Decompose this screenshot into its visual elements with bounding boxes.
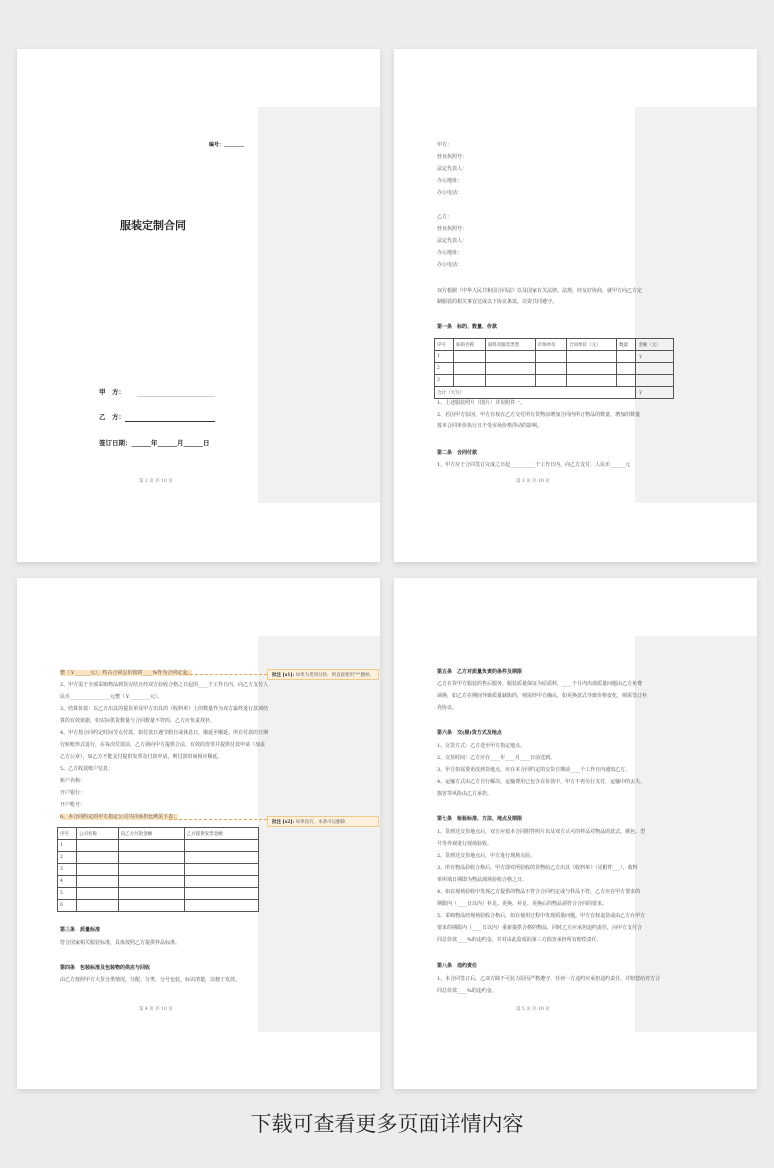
page-two bbox=[394, 49, 757, 562]
article-4-title: 第四条 包装标准及包装物的供应与回收 bbox=[60, 965, 151, 971]
body-line: 同总价款____%的违约金。 bbox=[437, 988, 497, 994]
article-3-text: 符合国家相关服装标准，具体按照乙方提供样品标准。 bbox=[60, 940, 181, 946]
table-row bbox=[58, 888, 259, 900]
table-cell: 5 bbox=[58, 888, 77, 900]
highlighted-text: 整（￥______元），约占合同总价款的____%作为合同定金。 bbox=[60, 670, 193, 676]
page-footer: 第 3 页 共 10 页 bbox=[516, 479, 550, 484]
article-2-text: 1、甲方应于合同签订完成之日起__________个工作日内，向乙方支付，人民币______元 bbox=[437, 462, 631, 468]
comment-label: 批注 [s2]: bbox=[272, 820, 295, 825]
body-line: 要求的期限内（____日以内）重新提供合格的物品，同时乙方应承担违约责任，向甲方支付合 bbox=[437, 925, 643, 931]
page-footer: 第 2 页 共 10 页 bbox=[139, 479, 173, 484]
party-b-line: 乙方： bbox=[437, 214, 453, 220]
contract-number-label: 编号：________ bbox=[209, 142, 245, 148]
table-cell bbox=[535, 351, 567, 363]
body-line: 充协议。 bbox=[437, 705, 458, 711]
table-header-cell: 市场单价 bbox=[535, 339, 567, 351]
table-header-cell: 面料及服装类型 bbox=[485, 339, 535, 351]
page-cover bbox=[17, 49, 380, 562]
table-cell: 6 bbox=[58, 900, 77, 912]
table-header-cell: 数量 bbox=[617, 339, 636, 351]
body-line: 5、采购物品经现场验收合格后，如在使用过程中发现质量问题，甲方有权退货或由乙方在甲方 bbox=[437, 913, 646, 919]
more-pages-caption: 下载可查看更多页面详情内容 bbox=[250, 1112, 524, 1136]
table-header-cell: 乙方提供发票金额 bbox=[184, 828, 258, 840]
table-header-cell: 金额（元） bbox=[636, 339, 674, 351]
body-line: 4、甲方按合同约定时间节点付款，如付款日遇节假日或休息日，顺延至顺延。所有付款的日期 bbox=[60, 730, 269, 736]
table-cell bbox=[567, 375, 617, 387]
body-line: 同总价款____%的违约金，并对由此造成的第三方损害承担所有赔偿责任。 bbox=[437, 937, 602, 943]
signed-date-label: 签订日期：______年______月______日 bbox=[99, 439, 210, 447]
table-total-label: 合计（大写）： bbox=[435, 387, 636, 399]
table-cell bbox=[184, 852, 258, 864]
table-cell bbox=[118, 864, 184, 876]
body-line: 2、甲方需于全部采购物品到货完结且经双方验收合格之日起的____个工作日内，向乙方支付人 bbox=[60, 682, 269, 688]
table-cell bbox=[567, 363, 617, 375]
table-cell bbox=[184, 876, 258, 888]
margin-panel bbox=[258, 107, 380, 503]
party-b-line: 法定代表人： bbox=[437, 238, 468, 244]
comment-connector bbox=[185, 674, 267, 675]
table-header-cell: 公司名称 bbox=[77, 828, 119, 840]
table-row bbox=[435, 351, 674, 363]
table-cell bbox=[485, 351, 535, 363]
table-cell bbox=[184, 864, 258, 876]
contract-title: 服装定制合同 bbox=[120, 219, 186, 232]
body-line: 损害等风险由乙方承担。 bbox=[437, 791, 493, 797]
table-cell bbox=[77, 888, 119, 900]
body-line: 开户账号： bbox=[60, 802, 86, 808]
body-line: 单所填日期即为物品现场验收合格之日。 bbox=[437, 877, 528, 883]
table-header-cell: 合同单价（元） bbox=[567, 339, 617, 351]
body-line: 民币________________元整（￥________元）。 bbox=[60, 694, 163, 700]
table-cell bbox=[184, 840, 258, 852]
table-header-cell: 序号 bbox=[435, 339, 454, 351]
party-a-line: 办公地址： bbox=[437, 178, 463, 184]
table-cell bbox=[77, 864, 119, 876]
article-6-title: 第六条 交(提)货方式及地点 bbox=[437, 730, 502, 736]
body-line bbox=[60, 815, 178, 820]
party-a-line: 办公电话： bbox=[437, 190, 463, 196]
intro-text: 双方根据《中华人民共和国合同法》以及国家有关法律、法规，经友好协商，就甲方向乙方定 bbox=[437, 288, 643, 294]
body-line: 2、货到达交货地点后，甲方进行现场点验。 bbox=[437, 853, 536, 859]
table-cell bbox=[485, 375, 535, 387]
table-total-value: ￥ bbox=[636, 387, 674, 399]
party-a-label: 甲 方： bbox=[99, 388, 125, 396]
party-a-underline bbox=[137, 396, 215, 397]
table-cell bbox=[77, 876, 119, 888]
table-row bbox=[58, 876, 259, 888]
body-line: 3、所有物品验收合格后，甲方即对所验收的货物给乙方出具《收料单》（见附件___），收料 bbox=[437, 865, 638, 871]
comment-text: 如果为货到付款，则直接使用"*"删掉。 bbox=[295, 673, 374, 678]
comment-balloon-1[interactable] bbox=[267, 669, 379, 680]
table-row bbox=[58, 840, 259, 852]
table-cell: 1 bbox=[435, 351, 454, 363]
table-cell: 2 bbox=[435, 363, 454, 375]
page-footer: 第 5 页 共 10 页 bbox=[516, 1007, 550, 1012]
table-cell bbox=[454, 363, 486, 375]
article-8-title: 第八条 违约责任 bbox=[437, 963, 478, 969]
table-cell bbox=[118, 876, 184, 888]
body-line: 行转账形式进行，在每次付款前，乙方须向甲方提供合法、有效的发票并提供付款申请（加盖 bbox=[60, 742, 266, 748]
table-header-cell: 标的名称 bbox=[454, 339, 486, 351]
margin-panel bbox=[258, 636, 380, 1032]
party-a-line: 甲方： bbox=[437, 142, 453, 148]
body-line: 1、本合同签订后，乙双方除不可抗力原因严格遵守，任何一方违约应承担违约责任，并赔偿给对方合 bbox=[437, 976, 661, 982]
company-share-table bbox=[57, 827, 259, 912]
margin-panel bbox=[635, 636, 757, 1032]
body-line: 1、货到达交货地点后，双方应按本合同附件照片以及双方认可的样品对物品的款式、颜色、型 bbox=[437, 829, 646, 835]
table-cell bbox=[567, 351, 617, 363]
table-cell bbox=[617, 375, 636, 387]
party-b-line: 办公地址： bbox=[437, 250, 463, 256]
note-text: 2、若因甲方原因，甲方有权在乙方交付所有货物前增加合同内所订物品的数量，增加的数量 bbox=[437, 412, 641, 418]
body-line: 号等外观进行现场验收。 bbox=[437, 841, 493, 847]
table-cell bbox=[617, 363, 636, 375]
comment-connector bbox=[169, 819, 267, 820]
table-row bbox=[58, 864, 259, 876]
body-line: 乙方在货甲方服装的售后服务，服装质量保证为原质料，____个月内出现质量问题由乙方免费 bbox=[437, 681, 643, 687]
table-row bbox=[58, 900, 259, 912]
body-line: 算的有效依据，如实际供货数量与合同数量不符的，乙方应负责找补。 bbox=[60, 718, 216, 724]
body-line: 乙方公章），如乙方不能支付提供发票及付款申请，则付款时间相应顺延。 bbox=[60, 754, 223, 760]
page-four bbox=[394, 578, 757, 1089]
table-row bbox=[435, 375, 674, 387]
body-line: 3、结算价款：以乙方出具的提货单及甲方出具的《收料单》上的数量作为双方最终进行款项结 bbox=[60, 706, 269, 712]
table-cell bbox=[118, 840, 184, 852]
party-b-line: 办公电话： bbox=[437, 262, 463, 268]
body-line: 4、运输方式由乙方自行解决，运输费用已包含在价款中，甲方不再另行支付，运输中的丢失、 bbox=[437, 779, 646, 785]
table-cell: 4 bbox=[58, 876, 77, 888]
article-4-text: 由乙方按照甲方大货分类情况，分配、分类、分号包装，标识清楚，以便于发放。 bbox=[60, 977, 241, 983]
page-three bbox=[17, 578, 380, 1089]
table-cell: 1 bbox=[58, 840, 77, 852]
table-cell bbox=[118, 888, 184, 900]
article-2-title: 第二条 合同付款 bbox=[437, 450, 478, 456]
body-line: 2、交货时间：乙方应在____年____月____日前送到。 bbox=[437, 755, 556, 761]
table-total-row bbox=[435, 387, 674, 399]
article-5-title: 第五条 乙方对质量负责的条件及期限 bbox=[437, 669, 523, 675]
margin-panel bbox=[635, 107, 757, 503]
body-line: 3、甲方如需要更改到货地点，应在本合同约定的交货日期前____个工作日内通知乙方。 bbox=[437, 767, 631, 773]
table-header-cell: 序号 bbox=[58, 828, 77, 840]
note-text: 按本合同单价执行且不受市场价格浮动的影响。 bbox=[437, 423, 543, 429]
table-cell: 3 bbox=[435, 375, 454, 387]
note-text: 1、上述服装照片（图片）详见附件一。 bbox=[437, 400, 526, 406]
article-3-title: 第三条 质量标准 bbox=[60, 927, 101, 933]
table-cell bbox=[636, 375, 674, 387]
comment-label: 批注 [s1]: bbox=[272, 673, 295, 678]
table-cell bbox=[77, 900, 119, 912]
table-cell bbox=[485, 363, 535, 375]
table-cell bbox=[617, 351, 636, 363]
body-line bbox=[60, 671, 192, 676]
table-cell bbox=[454, 375, 486, 387]
table-cell bbox=[77, 852, 119, 864]
table-cell bbox=[184, 900, 258, 912]
body-line: 调换，如乙方在期间导致质量缺陷的，则需经甲方确认，如更换款式导致价格变化，则需签订补 bbox=[437, 693, 648, 699]
article-1-title: 第一条 标的、数量、价款 bbox=[437, 324, 498, 330]
body-line: 期限内（____日以内）补足、更换、补足、更换后的物品须符合合同的要求。 bbox=[437, 901, 608, 907]
party-b-underline bbox=[125, 421, 215, 422]
body-line: 5、乙方收款账户信息： bbox=[60, 766, 114, 772]
party-b-label: 乙 方： bbox=[99, 413, 125, 421]
table-row bbox=[58, 852, 259, 864]
body-line: 4、如在现场验收中发现乙方提供的物品不符合合同约定或与样品不符，乙方应在甲方要求的 bbox=[437, 889, 641, 895]
table-header-row bbox=[435, 339, 674, 351]
table-cell bbox=[118, 852, 184, 864]
comment-text: 如果没有，本条可以删除 bbox=[295, 820, 346, 825]
table-cell: ￥ bbox=[636, 351, 674, 363]
party-a-line: 营业执照号： bbox=[437, 154, 468, 160]
table-cell bbox=[535, 363, 567, 375]
intro-text: 制服装的相关事宜达成以下协议条款，以资共同遵守。 bbox=[437, 299, 558, 305]
table-cell bbox=[636, 363, 674, 375]
table-cell: 3 bbox=[58, 864, 77, 876]
body-line: 1、交货方式：乙方送至甲方指定地点。 bbox=[437, 743, 526, 749]
body-line: 开户银行： bbox=[60, 790, 86, 796]
body-line: 账户名称： bbox=[60, 778, 86, 784]
article-7-title: 第七条 检验标准、方法、地点及期限 bbox=[437, 816, 523, 822]
table-header-row bbox=[58, 828, 259, 840]
goods-table bbox=[434, 338, 674, 399]
party-a-line: 法定代表人： bbox=[437, 166, 468, 172]
table-cell bbox=[118, 900, 184, 912]
table-cell: 2 bbox=[58, 852, 77, 864]
page-footer: 第 4 页 共 10 页 bbox=[139, 1007, 173, 1012]
table-cell bbox=[454, 351, 486, 363]
table-header-cell: 向乙方付款金额 bbox=[118, 828, 184, 840]
table-cell bbox=[184, 888, 258, 900]
comment-balloon-2[interactable] bbox=[267, 816, 379, 827]
table-row bbox=[435, 363, 674, 375]
highlighted-text: 6、本合同约定的甲方指定公司共同承担比例见下表： bbox=[60, 814, 179, 820]
table-cell bbox=[535, 375, 567, 387]
table-cell bbox=[77, 840, 119, 852]
party-b-line: 营业执照号： bbox=[437, 226, 468, 232]
